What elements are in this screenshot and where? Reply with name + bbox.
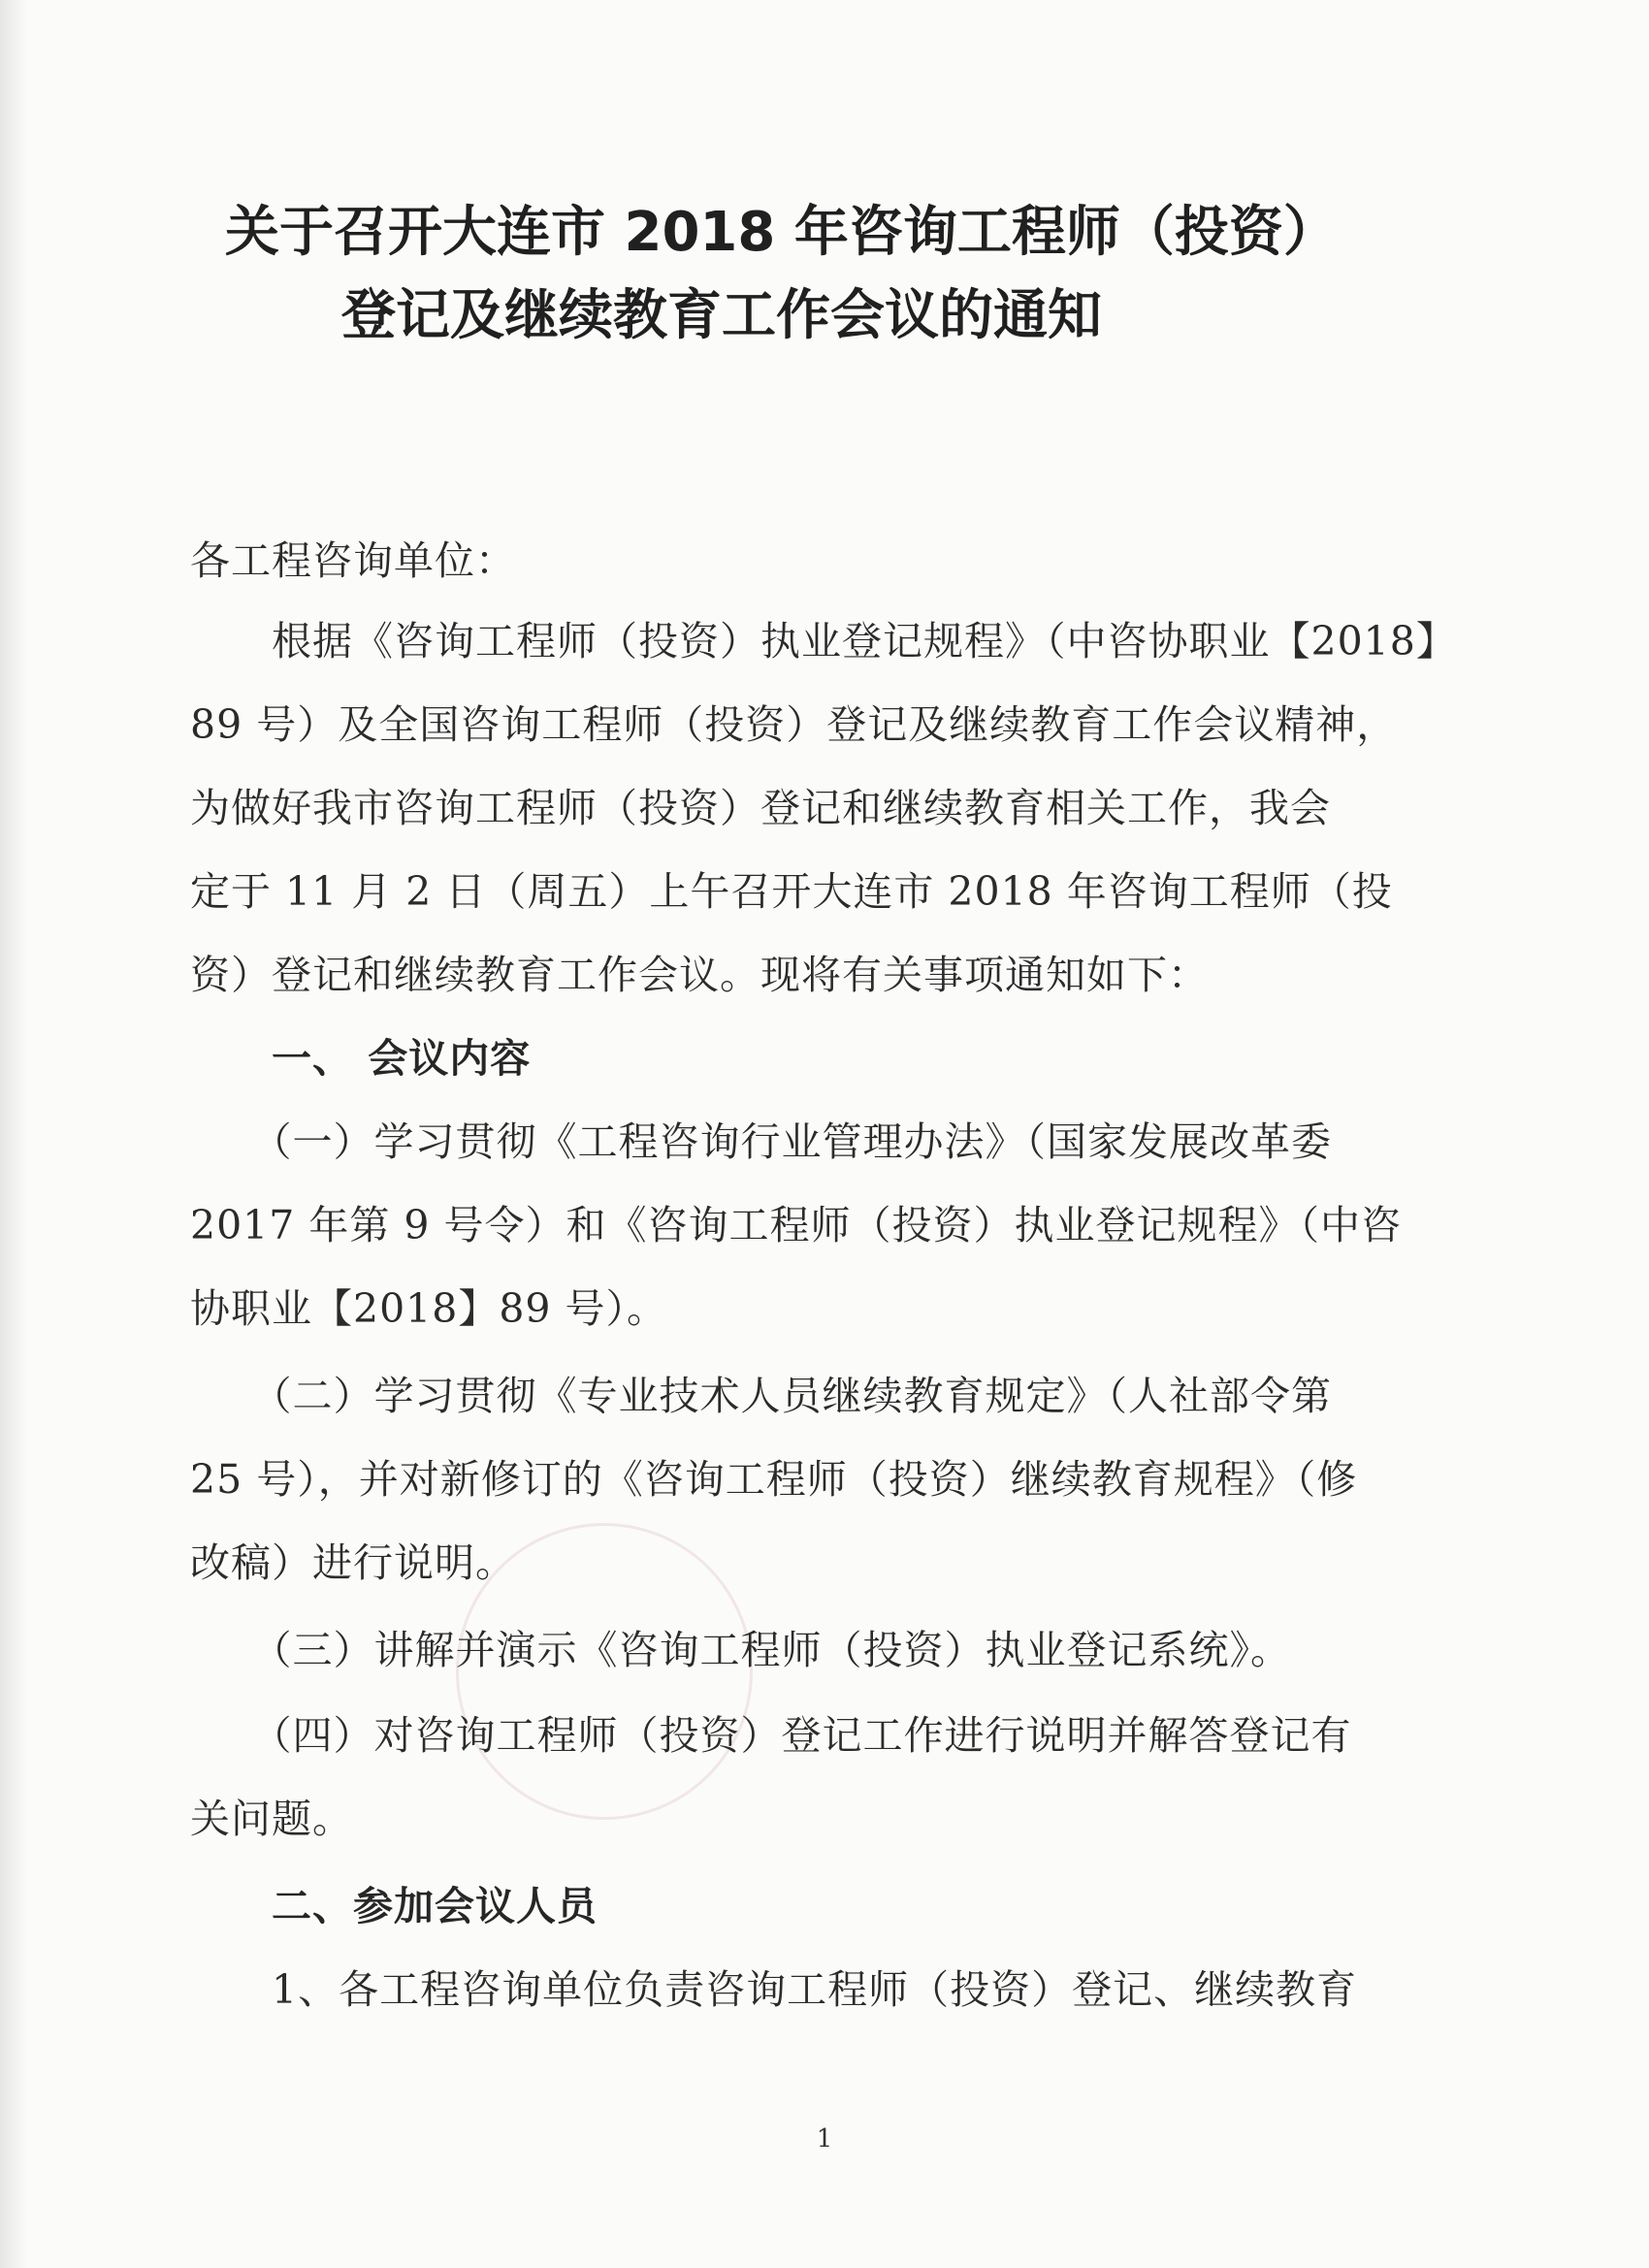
paragraph-line: 1、各工程咨询单位负责咨询工程师（投资）登记、继续教育 — [190, 1966, 1358, 2013]
paragraph-line: 为做好我市咨询工程师（投资）登记和继续教育相关工作，我会 — [190, 785, 1331, 831]
paragraph-line: 25 号），并对新修订的《咨询工程师（投资）继续教育规程》（修 — [190, 1456, 1358, 1503]
paragraph-line: 协职业【2018】89 号）。 — [190, 1285, 668, 1332]
paragraph-line: （二）学习贯彻《专业技术人员继续教育规定》（人社部令第 — [190, 1373, 1332, 1419]
document-title-line-1: 关于召开大连市 2018 年咨询工程师（投资） — [225, 201, 1338, 264]
document-title-line-2: 登记及继续教育工作会议的通知 — [341, 284, 1102, 347]
paragraph-line: 根据《咨询工程师（投资）执业登记规程》（中咨协职业【2018】 — [190, 618, 1457, 664]
paragraph-line: 资）登记和继续教育工作会议。现将有关事项通知如下： — [190, 952, 1209, 998]
page-number: 1 — [816, 2124, 833, 2154]
section-heading-meeting-content: 一、 会议内容 — [190, 1035, 532, 1082]
scan-edge-shadow — [0, 0, 27, 2268]
section-heading-participants: 二、参加会议人员 — [190, 1883, 598, 1929]
paragraph-line: 定于 11 月 2 日（周五）上午召开大连市 2018 年咨询工程师（投 — [190, 868, 1393, 915]
paragraph-line: 89 号）及全国咨询工程师（投资）登记及继续教育工作会议精神， — [190, 701, 1398, 748]
salutation: 各工程咨询单位： — [190, 537, 516, 584]
paragraph-line: （一）学习贯彻《工程咨询行业管理办法》（国家发展改革委 — [190, 1118, 1332, 1165]
paragraph-line: 改稿）进行说明。 — [190, 1539, 516, 1586]
paragraph-line: 2017 年第 9 号令）和《咨询工程师（投资）执业登记规程》（中咨 — [190, 1202, 1403, 1248]
paragraph-line: （四）对咨询工程师（投资）登记工作进行说明并解答登记有 — [190, 1712, 1352, 1759]
paragraph-line: （三）讲解并演示《咨询工程师（投资）执业登记系统》。 — [190, 1627, 1291, 1673]
paragraph-line: 关问题。 — [190, 1796, 353, 1842]
